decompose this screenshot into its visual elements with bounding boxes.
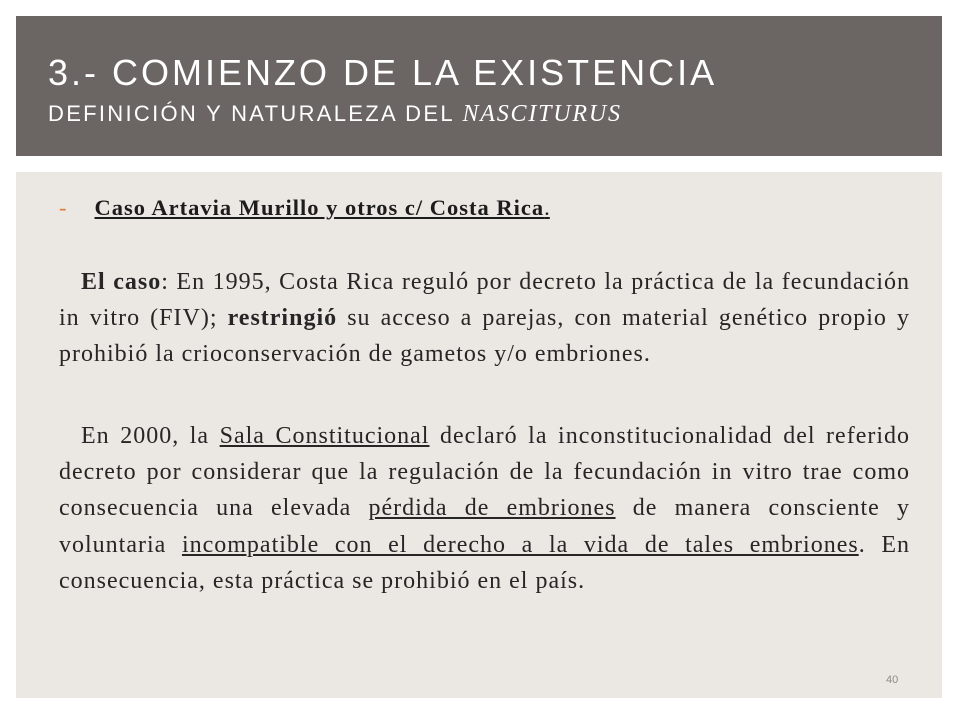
subtitle-text: DEFINICIÓN Y NATURALEZA DEL <box>48 101 463 126</box>
ruling-text-2: declaró la inconstitucionalidad del referido decreto por considerar que la regulación de la fecundación in vitro trae como consecuencia una elevada <box>59 423 911 522</box>
case-title: Caso Artavia Murillo y otros c/ Costa Rica <box>94 195 545 220</box>
paragraph-case <box>59 264 910 373</box>
case-text-2: su acceso a parejas, con material genético propio y prohibió la crioconservación de gametos y/o embriones. <box>59 305 910 368</box>
bullet-dash: - <box>59 195 67 220</box>
ruling-text-4: . En consecuencia, esta práctica se prohibió en el país. <box>59 531 910 594</box>
ruling-text-3: de manera consciente y voluntaria <box>59 495 910 558</box>
ruling-text-1: En 2000, la <box>81 423 220 449</box>
sala-constitucional: Sala Constitucional <box>219 423 430 449</box>
slide-title: 3.- COMIENZO DE LA EXISTENCIA <box>48 52 718 93</box>
bullet-heading <box>59 195 550 221</box>
page-number: 40 <box>886 674 899 686</box>
case-title-period: . <box>544 195 550 220</box>
restricted-word: restringió <box>227 305 338 332</box>
paragraph-ruling <box>59 418 910 599</box>
subtitle-italic: NASCITURUS <box>462 101 622 127</box>
case-lead: El caso <box>81 269 162 295</box>
right-to-life: incompatible con el derecho a la vida de tales embriones <box>181 531 859 558</box>
case-text-1: : En 1995, Costa Rica reguló por decreto la práctica de la fecundación in vitro (FIV); <box>59 269 910 332</box>
slide-subtitle <box>48 101 622 128</box>
embryo-loss: pérdida de embriones <box>368 495 616 522</box>
